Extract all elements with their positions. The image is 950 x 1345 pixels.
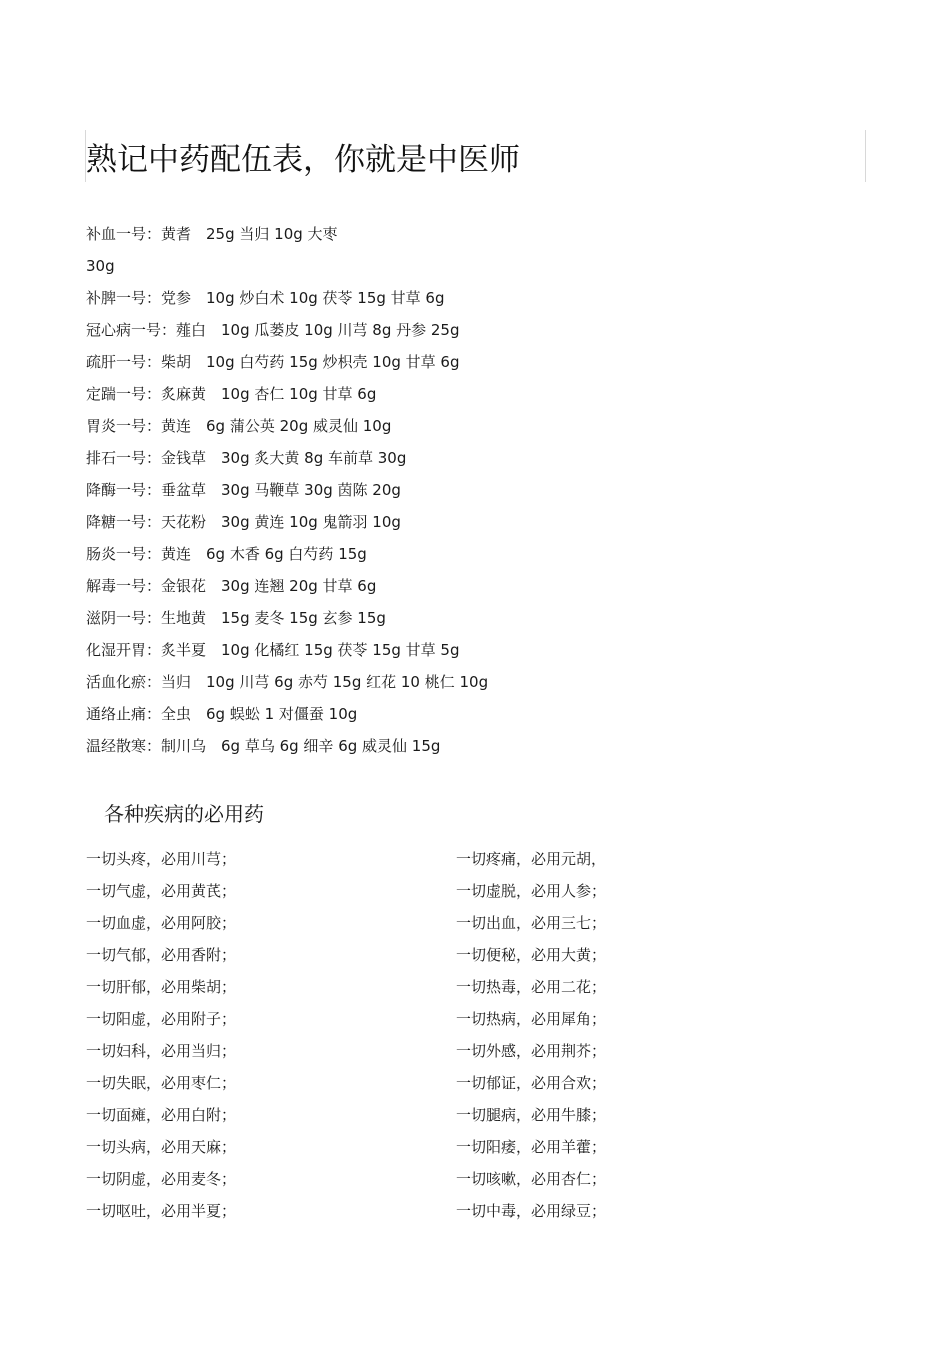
formula-line: 滋阴一号：生地黄 15g 麦冬 15g 玄参 15g xyxy=(86,609,386,627)
rule-left: 一切头疼，必用川芎； xyxy=(86,850,237,868)
rule-row xyxy=(86,1195,786,1227)
formula-line: 化湿开胃：炙半夏 10g 化橘红 15g 茯苓 15g 甘草 5g xyxy=(86,641,460,659)
rule-left: 一切阳虚，必用附子； xyxy=(86,1010,237,1028)
formula-line: 补脾一号：党参 10g 炒白术 10g 茯苓 15g 甘草 6g xyxy=(86,289,445,307)
rule-left: 一切阴虚，必用麦冬； xyxy=(86,1170,237,1188)
rule-right: 一切虚脱，必用人参； xyxy=(456,882,607,900)
formula-line: 30g xyxy=(86,257,115,275)
rule-right: 一切出血，必用三七； xyxy=(456,914,607,932)
formula-line: 冠心病一号：薤白 10g 瓜蒌皮 10g 川芎 8g 丹参 25g xyxy=(86,321,460,339)
rule-row xyxy=(86,971,786,1003)
rule-right: 一切外感，必用荆芥； xyxy=(456,1042,607,1060)
formula-line: 降酶一号：垂盆草 30g 马鞭草 30g 茵陈 20g xyxy=(86,481,401,499)
rule-row xyxy=(86,939,786,971)
rule-row xyxy=(86,1163,786,1195)
page-title: 熟记中药配伍表，你就是中医师 xyxy=(86,142,520,178)
rule-left: 一切呕吐，必用半夏； xyxy=(86,1202,237,1220)
formula-line: 胃炎一号：黄连 6g 蒲公英 20g 威灵仙 10g xyxy=(86,417,392,435)
frame-divider-right xyxy=(865,130,866,182)
formula-line: 疏肝一号：柴胡 10g 白芍药 15g 炒枳壳 10g 甘草 6g xyxy=(86,353,460,371)
formula-line: 降糖一号：天花粉 30g 黄连 10g 鬼箭羽 10g xyxy=(86,513,401,531)
rule-left: 一切气虚，必用黄芪； xyxy=(86,882,237,900)
formula-line: 定踹一号：炙麻黄 10g 杏仁 10g 甘草 6g xyxy=(86,385,377,403)
herb-rules-list xyxy=(86,843,786,1227)
rule-right: 一切便秘，必用大黄； xyxy=(456,946,607,964)
rule-left: 一切面瘫，必用白附； xyxy=(86,1106,237,1124)
rule-row xyxy=(86,875,786,907)
rule-row xyxy=(86,1035,786,1067)
rule-left: 一切失眠，必用枣仁； xyxy=(86,1074,237,1092)
formula-line: 通络止痛：全虫 6g 蜈蚣 1 对僵蚕 10g xyxy=(86,705,358,723)
rule-right: 一切郁证，必用合欢； xyxy=(456,1074,607,1092)
formula-line: 解毒一号：金银花 30g 连翘 20g 甘草 6g xyxy=(86,577,377,595)
rule-row xyxy=(86,843,786,875)
rule-left: 一切妇科，必用当归； xyxy=(86,1042,237,1060)
rule-right: 一切腿病，必用牛膝； xyxy=(456,1106,607,1124)
rule-right: 一切咳嗽，必用杏仁； xyxy=(456,1170,607,1188)
formula-line: 温经散寒：制川乌 6g 草乌 6g 细辛 6g 威灵仙 15g xyxy=(86,737,441,755)
rule-left: 一切气郁，必用香附； xyxy=(86,946,237,964)
formula-line: 排石一号：金钱草 30g 炙大黄 8g 车前草 30g xyxy=(86,449,407,467)
rule-right: 一切疼痛，必用元胡， xyxy=(456,850,607,868)
rule-row xyxy=(86,1099,786,1131)
rule-left: 一切头病，必用天麻； xyxy=(86,1138,237,1156)
formula-list xyxy=(86,218,846,762)
rule-left: 一切血虚，必用阿胶； xyxy=(86,914,237,932)
rule-row xyxy=(86,1003,786,1035)
rule-right: 一切中毒，必用绿豆； xyxy=(456,1202,607,1220)
section-heading: 各种疾病的必用药 xyxy=(104,802,264,826)
rule-right: 一切热病，必用犀角； xyxy=(456,1010,607,1028)
rule-right: 一切阳痿，必用羊藿； xyxy=(456,1138,607,1156)
rule-row xyxy=(86,1067,786,1099)
rule-row xyxy=(86,1131,786,1163)
formula-line: 补血一号：黄耆 25g 当归 10g 大枣 xyxy=(86,225,338,243)
formula-line: 活血化瘀：当归 10g 川芎 6g 赤芍 15g 红花 10 桃仁 10g xyxy=(86,673,489,691)
rule-row xyxy=(86,907,786,939)
rule-left: 一切肝郁，必用柴胡； xyxy=(86,978,237,996)
rule-right: 一切热毒，必用二花； xyxy=(456,978,607,996)
formula-line: 肠炎一号：黄连 6g 木香 6g 白芍药 15g xyxy=(86,545,367,563)
